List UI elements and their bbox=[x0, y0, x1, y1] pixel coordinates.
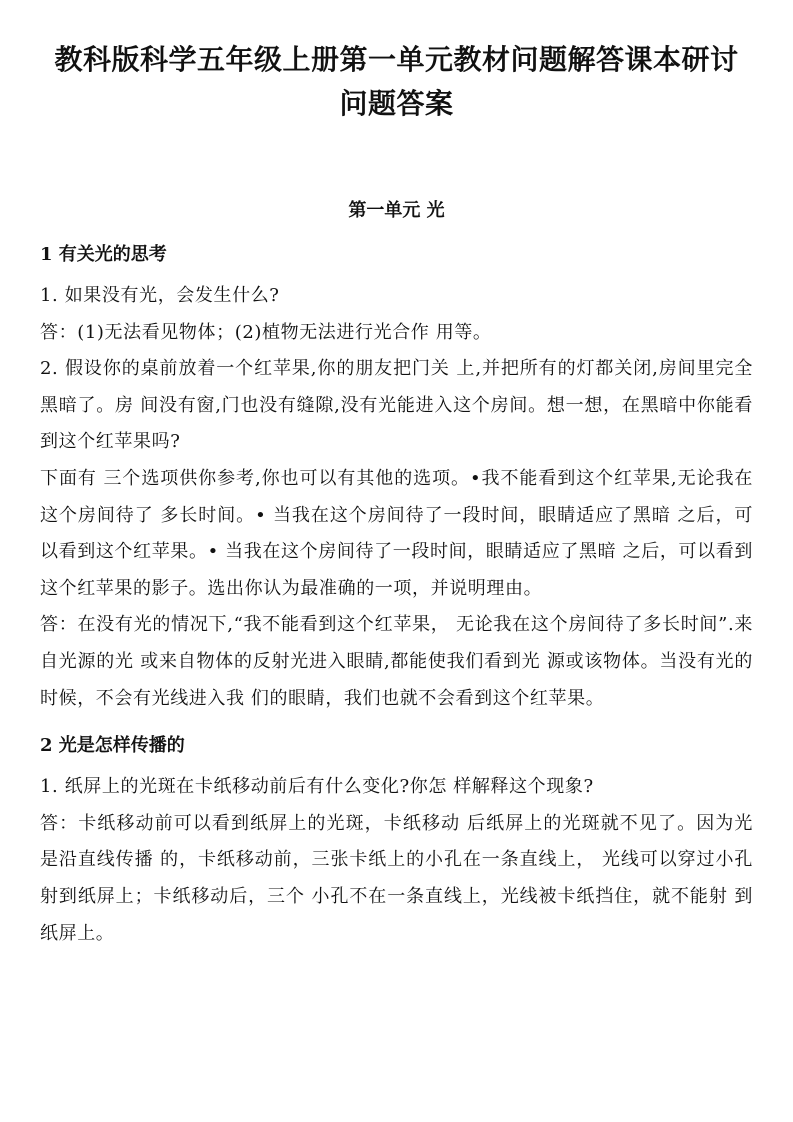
section-1 bbox=[40, 240, 753, 717]
answer-1: 答：卡纸移动前可以看到纸屏上的光斑，卡纸移动 后纸屏上的光斑就不见了。因为光是沿直线传播 的，卡纸移动前，三张卡纸上的小孔在一条直线上， 光线可以穿过小孔射到纸屏上；卡纸移动后，三个 小孔不在一条直线上，光线被卡纸挡住，就不能射 到纸屏上。 bbox=[40, 812, 753, 944]
document-title bbox=[40, 38, 753, 126]
answer-2: 答：在没有光的情况下,“我不能看到这个红苹果， 无论我在这个房间待了多长时间”.来自光源的光 或来自物体的反射光进入眼睛,都能使我们看到光 源或该物体。当没有光的时候，不会有光线进入我 们的眼睛，我们也就不会看到这个红苹果。 bbox=[40, 614, 753, 709]
document-title-line-2: 问题答案 bbox=[339, 87, 454, 120]
section-heading: 1 有关光的思考 bbox=[40, 244, 167, 265]
section-2 bbox=[40, 731, 753, 952]
question-1: 1. 如果没有光，会发生什么? bbox=[40, 285, 280, 306]
document-title-line-1: 教科版科学五年级上册第一单元教材问题解答课本研讨 bbox=[54, 43, 739, 76]
unit-title: 第一单元 光 bbox=[348, 200, 445, 221]
question-2: 2. 假设你的桌前放着一个红苹果,你的朋友把门关 上,并把所有的灯都关闭,房间里完全黑暗了。房 间没有窗,门也没有缝隙,没有光能进入这个房间。想一想，在黑暗中你能看到这个红苹果吗? bbox=[40, 358, 753, 453]
answer-1: 答：(1)无法看见物体；(2)植物无法进行光合作 用等。 bbox=[40, 321, 492, 343]
section-heading: 2 光是怎样传播的 bbox=[40, 735, 185, 757]
question-2-options: 下面有 三个选项供你参考,你也可以有其他的选项。•我不能看到这个红苹果,无论我在这个房间待了 多长时间。• 当我在这个房间待了一段时间，眼睛适应了黑暗 之后，可以看到这个红苹果。• 当我在这个房间待了一段时间，眼睛适应了黑暗 之后，可以看到这个红苹果的影子。选出你认为最准确的一项，并说明理由。 bbox=[40, 467, 753, 599]
question-1: 1. 纸屏上的光斑在卡纸移动前后有什么变化?你怎 样解释这个现象? bbox=[40, 776, 594, 798]
